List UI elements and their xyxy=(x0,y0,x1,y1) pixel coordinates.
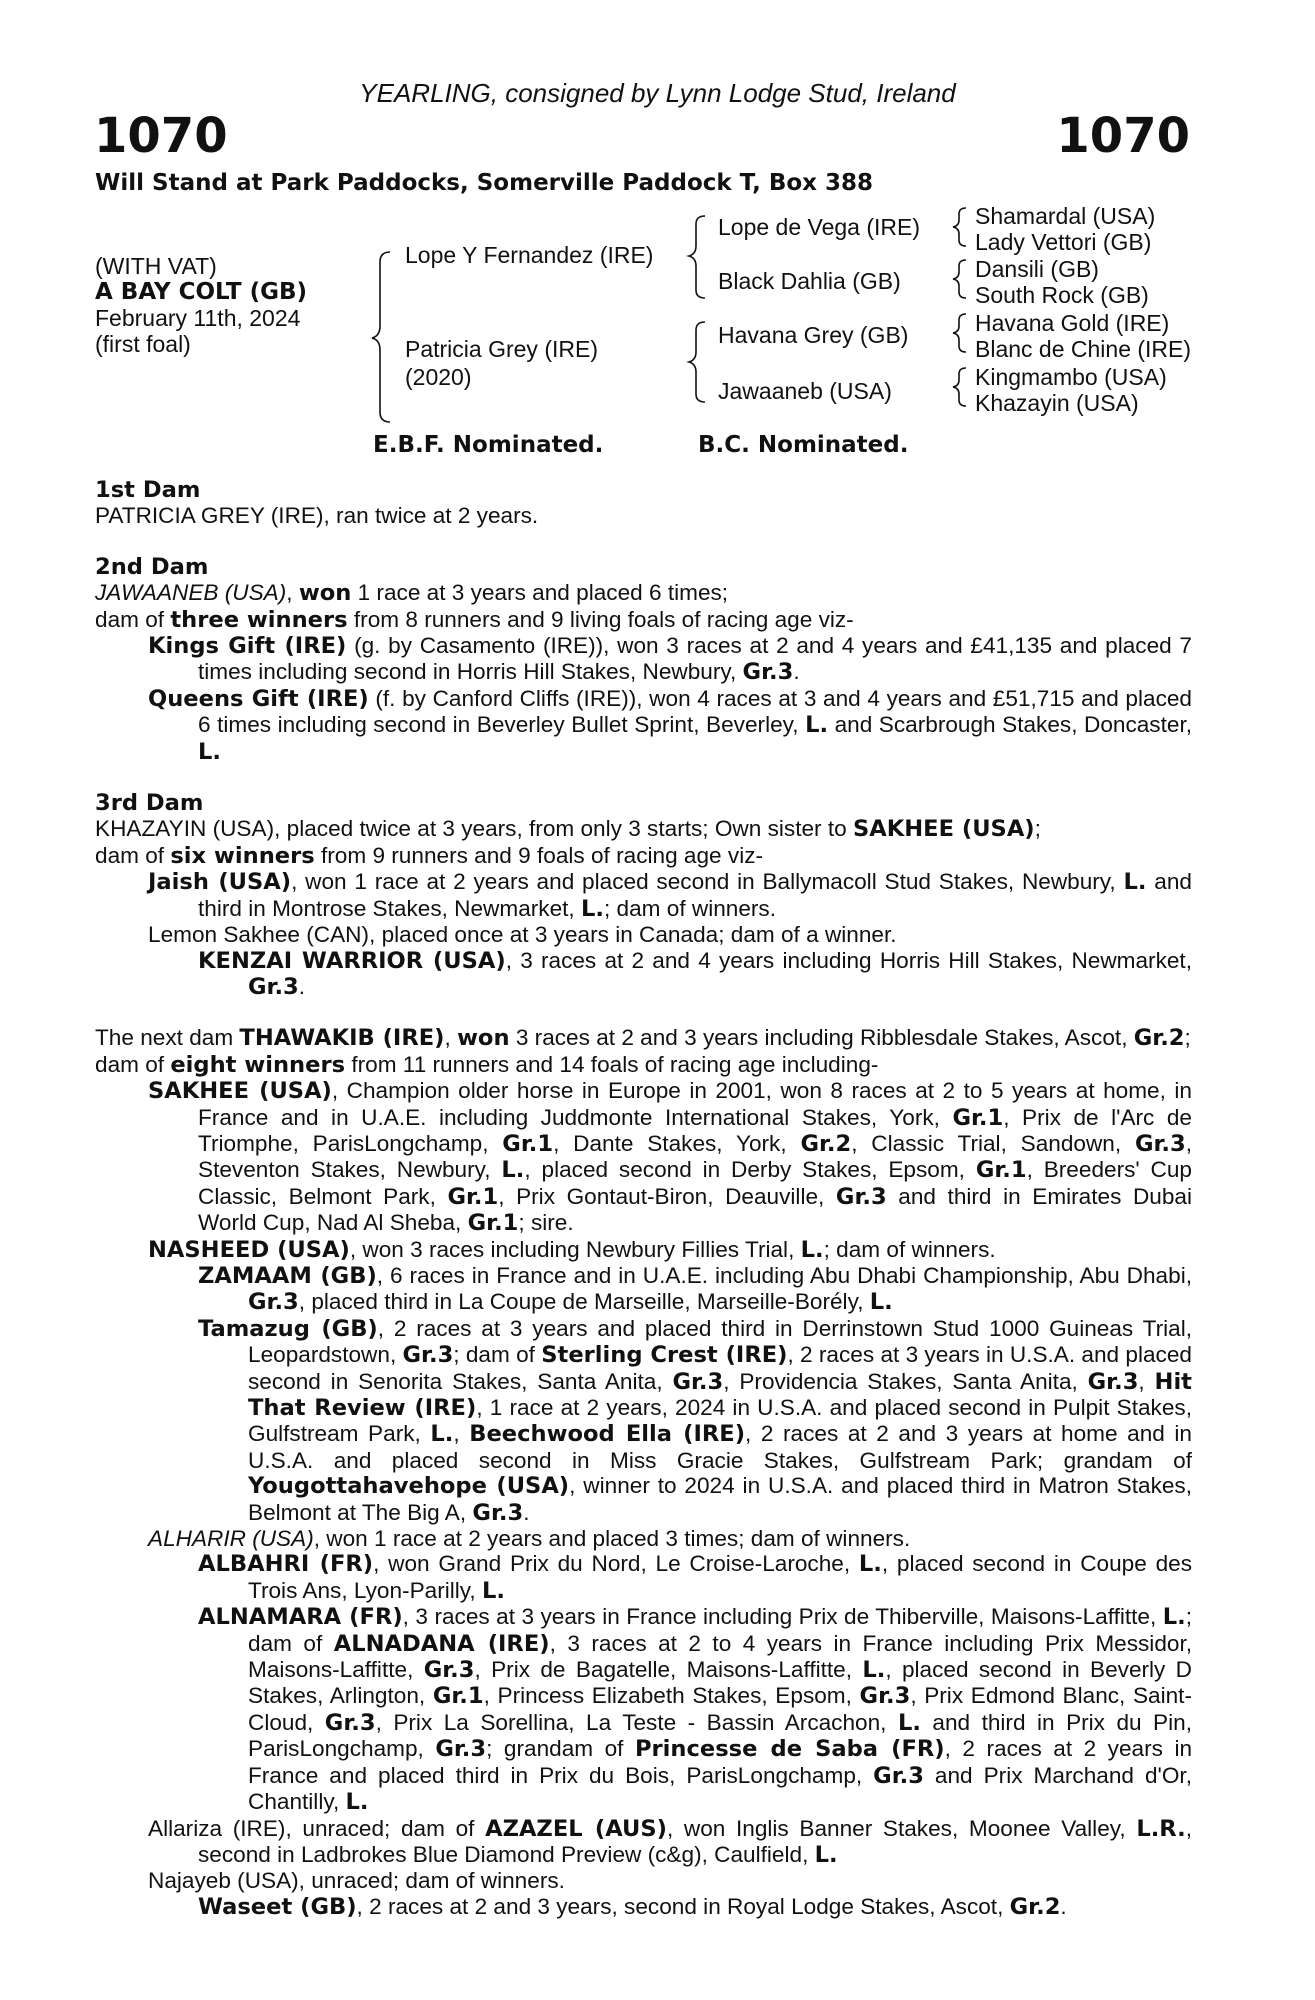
produce-najayeb: Najayeb (USA), unraced; dam of winners. xyxy=(148,1868,565,1894)
pedigree-dds: Kingmambo (USA) xyxy=(975,364,1167,390)
pedigree-dss: Havana Gold (IRE) xyxy=(975,310,1170,336)
pedigree-dam: Patricia Grey (IRE) xyxy=(405,336,598,362)
pedigree-dam-sire: Havana Grey (GB) xyxy=(718,322,909,348)
second-dam-line1: JAWAANEB (USA), won 1 race at 3 years and placed 6 times; xyxy=(95,580,729,607)
produce-jaish: Jaish (USA), won 1 race at 2 years and placed second in Ballymacoll Stud Stakes, Newbury, L. and third in Montrose Stakes, Newmarket, L.; dam of winners. xyxy=(148,869,1192,922)
third-dam-heading: 3rd Dam xyxy=(95,790,204,817)
second-dam-heading: 2nd Dam xyxy=(95,553,209,580)
vat-note: (WITH VAT) xyxy=(95,253,217,279)
pedigree-sire: Lope Y Fernandez (IRE) xyxy=(405,242,654,268)
produce-kings-gift: Kings Gift (IRE) (g. by Casamento (IRE)), won 3 races at 2 and 4 years and £41,135 and placed 7 times including second in Horris Hill Stakes, Newbury, Gr.3. xyxy=(148,633,1192,686)
next-dam-line2: dam of eight winners from 11 runners and 14 foals of racing age including- xyxy=(95,1051,879,1078)
consignor-subtitle: YEARLING, consigned by Lynn Lodge Stud, Ireland xyxy=(359,78,956,108)
produce-queens-gift: Queens Gift (IRE) (f. by Canford Cliffs (IRE)), won 4 races at 3 and 4 years and £51,715 and placed 6 times including second in Beverley Bullet Sprint, Beverley, L. and Scarbrough Stakes, Doncaster, L. xyxy=(148,685,1193,765)
produce-sakhee: SAKHEE (USA), Champion older horse in Europe in 2001, won 8 races at 2 to 5 years at home, in France and in U.A.E. including Juddmonte International Stakes, York, Gr.1, Prix de l'Arc de Triomphe, ParisLongchamp, Gr.1, Dante Stakes, York, Gr.2, Classic Trial, Sandown, Gr.3, Steventon Stakes, Newbury, L., placed second in Derby Stakes, Epsom, Gr.1, Breeders' Cup Classic, Belmont Park, Gr.1, Prix Gontaut-Biron, Deauville, Gr.3 and third in Emirates Dubai World Cup, Nad Al Sheba, Gr.1; sire. xyxy=(148,1078,1192,1237)
ebf-nomination: E.B.F. Nominated. xyxy=(373,432,604,458)
third-dam-line2: dam of six winners from 9 runners and 9 foals of racing age viz- xyxy=(95,842,764,869)
produce-allariza: Allariza (IRE), unraced; dam of AZAZEL (AUS), won Inglis Banner Stakes, Moonee Valley, L.R., second in Ladbrokes Blue Diamond Preview (c&g), Caulfield, L. xyxy=(148,1815,1192,1868)
produce-alharir: ALHARIR (USA), won 1 race at 2 years and placed 3 times; dam of winners. xyxy=(148,1526,911,1552)
pedigree-ssd: Lady Vettori (GB) xyxy=(975,229,1152,255)
pedigree-sss: Shamardal (USA) xyxy=(975,203,1156,229)
pedigree-dam-year: (2020) xyxy=(405,364,472,390)
produce-kenzai-warrior: KENZAI WARRIOR (USA), 3 races at 2 and 4 years including Horris Hill Stakes, Newmarket, Gr.3. xyxy=(198,947,1192,1000)
third-dam-line1: KHAZAYIN (USA), placed twice at 3 years, from only 3 starts; Own sister to SAKHEE (USA); xyxy=(95,816,1041,843)
produce-waseet: Waseet (GB), 2 races at 2 and 3 years, second in Royal Lodge Stakes, Ascot, Gr.2. xyxy=(198,1893,1067,1920)
pedigree-sire-dam: Black Dahlia (GB) xyxy=(718,268,901,294)
foal-name: A BAY COLT (GB) xyxy=(95,279,308,305)
bc-nomination: B.C. Nominated. xyxy=(698,432,909,458)
second-dam-line2: dam of three winners from 8 runners and 9 living foals of racing age viz- xyxy=(95,606,854,633)
stand-location: Will Stand at Park Paddocks, Somerville Paddock T, Box 388 xyxy=(95,170,874,196)
pedigree-sire-sire: Lope de Vega (IRE) xyxy=(718,214,921,240)
produce-tamazug: Tamazug (GB), 2 races at 3 years and placed third in Derrinstown Stud 1000 Guineas Trial, Leopardstown, Gr.3; dam of Sterling Crest (IRE), 2 races at 3 years in U.S.A. and placed second in Senorita Stakes, Santa Anita, Gr.3, Providencia Stakes, Santa Anita, Gr.3, Hit That Review (IRE), 1 race at 2 years, 2024 in U.S.A. and placed second in Pulpit Stakes, Gulfstream Park, L., Beechwood Ella (IRE), 2 races at 2 and 3 years at home and in U.S.A. and placed second in Miss Gracie Stakes, Gulfstream Park; grandam of Yougottahavehope (USA), winner to 2024 in U.S.A. and placed third in Matron Stakes, Belmont at The Big A, Gr.3. xyxy=(198,1315,1193,1526)
produce-alnamara: ALNAMARA (FR), 3 races at 3 years in France including Prix de Thiberville, Maisons-Laffitte, L.; dam of ALNADANA (IRE), 3 races at 2 to 4 years in France including Prix Messidor, Maisons-Laffitte, Gr.3, Prix de Bagatelle, Maisons-Laffitte, L., placed second in Beverly D Stakes, Arlington, Gr.1, Princess Elizabeth Stakes, Epsom, Gr.3, Prix Edmond Blanc, Saint-Cloud, Gr.3, Prix La Sorellina, La Teste - Bassin Arcachon, L. and third in Prix du Pin, ParisLongchamp, Gr.3; grandam of Princesse de Saba (FR), 2 races at 2 years in France and placed third in Prix du Bois, ParisLongchamp, Gr.3 and Prix Marchand d'Or, Chantilly, L. xyxy=(198,1604,1193,1816)
produce-nasheed: NASHEED (USA), won 3 races including Newbury Fillies Trial, L.; dam of winners. xyxy=(148,1236,996,1263)
catalogue-body xyxy=(95,478,1192,1920)
produce-zamaam: ZAMAAM (GB), 6 races in France and in U.A.E. including Abu Dhabi Championship, Abu Dhabi, Gr.3, placed third in La Coupe de Marseille, Marseille-Borély, L. xyxy=(198,1262,1192,1316)
lot-number-left: 1070 xyxy=(94,108,228,164)
first-dam-heading: 1st Dam xyxy=(95,477,201,503)
foal-dob: February 11th, 2024 xyxy=(95,305,301,331)
lot-number-right: 1070 xyxy=(1056,108,1190,164)
pedigree-sdd: South Rock (GB) xyxy=(975,282,1149,308)
pedigree-ddd: Khazayin (USA) xyxy=(975,390,1139,416)
pedigree-sds: Dansili (GB) xyxy=(975,256,1099,282)
produce-albahri: ALBAHRI (FR), won Grand Prix du Nord, Le Croise-Laroche, L., placed second in Coupe des Trois Ans, Lyon-Parilly, L. xyxy=(198,1551,1192,1604)
foal-note: (first foal) xyxy=(95,331,191,357)
pedigree-dsd: Blanc de Chine (IRE) xyxy=(975,336,1192,362)
first-dam-text: PATRICIA GREY (IRE), ran twice at 2 years. xyxy=(95,503,539,529)
produce-lemon-sakhee: Lemon Sakhee (CAN), placed once at 3 years in Canada; dam of a winner. xyxy=(148,922,897,948)
next-dam-line1: The next dam THAWAKIB (IRE), won 3 races at 2 and 3 years including Ribblesdale Stakes, Ascot, Gr.2; xyxy=(95,1025,1191,1052)
pedigree-dam-dam: Jawaaneb (USA) xyxy=(718,378,892,404)
